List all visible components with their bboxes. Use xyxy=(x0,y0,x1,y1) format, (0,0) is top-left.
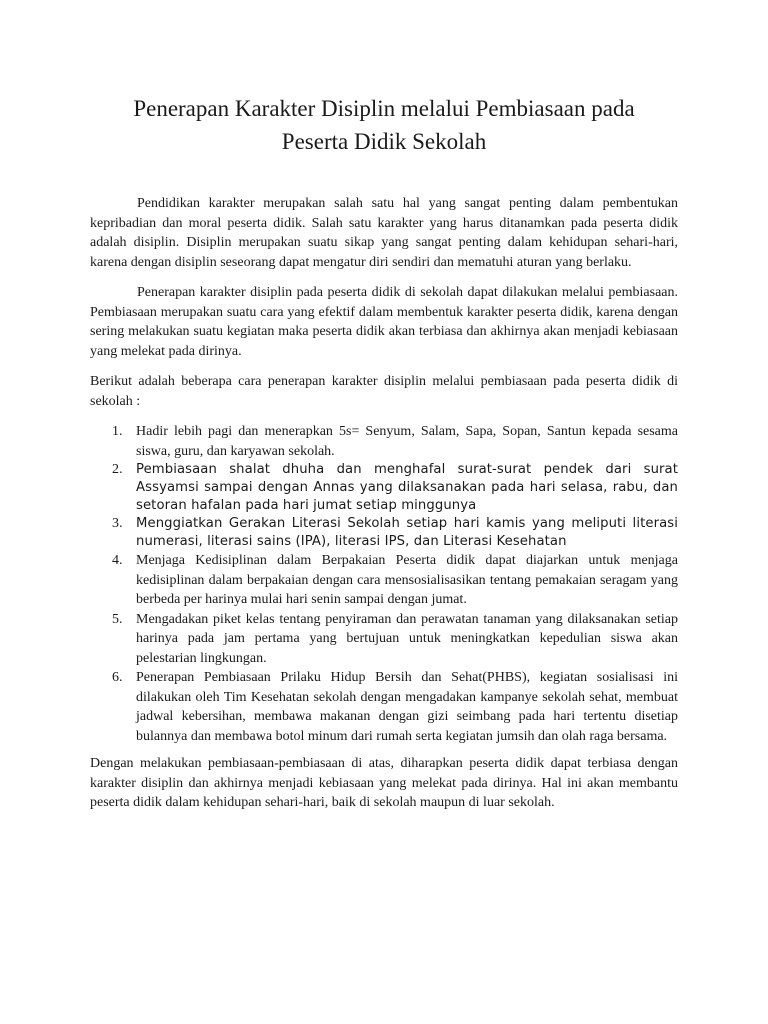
list-item-text: Hadir lebih pagi dan menerapkan 5s= Senyum, Salam, Sapa, Sopan, Santun kepada sesama siswa, guru, dan karyawan sekolah. xyxy=(136,424,678,459)
list-number: 4. xyxy=(112,553,123,568)
list-item xyxy=(90,610,678,669)
numbered-list xyxy=(90,422,678,746)
paragraph-list-intro: Berikut adalah beberapa cara penerapan karakter disiplin melalui pembiasaan pada peserta didik di sekolah : xyxy=(90,374,678,409)
list-number: 3. xyxy=(112,516,123,531)
list-item-text: Penerapan Pembiasaan Prilaku Hidup Bersih dan Sehat(PHBS), kegiatan sosialisasi ini dilakukan oleh Tim Kesehatan sekolah dengan mengadakan kampanye sekolah sehat, membuat jadwal kebersihan, membawa makanan dengan gizi seimbang pada hari tertentu disetiap bulannya dan membawa botol minum dari rumah serta kegiatan jumsih dan olah raga bersama. xyxy=(136,670,678,744)
list-item xyxy=(90,461,678,515)
list-number: 5. xyxy=(112,611,123,627)
title-line-2: Peserta Didik Sekolah xyxy=(281,129,487,154)
paragraph-habituation: Penerapan karakter disiplin pada peserta didik di sekolah dapat dilakukan melalui pembiasaan. Pembiasaan merupakan suatu cara yang efektif dalam membentuk karakter peserta didik, karena dengan sering melakukan suatu kegiatan maka peserta didik akan terbiasa dan akhirnya akan menjadi kebiasaan yang melekat pada dirinya. xyxy=(90,285,678,359)
list-number: 2. xyxy=(112,462,123,477)
list-item-text: Mengadakan piket kelas tentang penyiraman dan perawatan tanaman yang dilaksanakan setiap harinya pada jam pertama yang bertujuan untuk meningkatkan kepedulian siswa akan pelestarian lingkungan. xyxy=(136,611,678,666)
paragraph-conclusion: Dengan melakukan pembiasaan-pembiasaan di atas, diharapkan peserta didik dapat terbiasa dengan karakter disiplin dan akhirnya menjadi kebiasaan yang melekat pada dirinya. Hal ini akan membantu peserta didik dalam kehidupan sehari-hari, baik di sekolah maupun di luar sekolah. xyxy=(90,756,678,810)
list-item-text: Pembiasaan shalat dhuha dan menghafal surat-surat pendek dari surat Assyamsi sampai dengan Annas yang dilaksanakan pada hari selasa, rabu, dan setoran hafalan pada hari jumat setiap minggunya xyxy=(136,462,678,513)
list-item xyxy=(90,668,678,746)
list-number: 6. xyxy=(112,670,123,685)
document-title xyxy=(90,92,678,158)
list-item-text: Menjaga Kedisiplinan dalam Berpakaian Peserta didik dapat diajarkan untuk menjaga kedisiplinan dalam berpakaian dengan cara mensosialisasikan tentang pemakaian seragam yang berbeda per harinya mulai hari senin sampai dengan jumat. xyxy=(136,553,678,607)
title-line-1: Penerapan Karakter Disiplin melalui Pembiasaan pada xyxy=(133,96,635,121)
list-item xyxy=(90,422,678,461)
list-number: 1. xyxy=(112,424,123,439)
list-item xyxy=(90,515,678,551)
paragraph-intro-character: Pendidikan karakter merupakan salah satu hal yang sangat penting dalam pembentukan kepribadian dan moral peserta didik. Salah satu karakter yang harus ditanamkan pada peserta didik adalah disiplin. Disiplin merupakan suatu sikap yang sangat penting dalam kehidupan sehari-hari, karena dengan disiplin seseorang dapat mengatur diri sendiri dan mematuhi aturan yang berlaku. xyxy=(90,196,678,270)
list-item-text: Menggiatkan Gerakan Literasi Sekolah setiap hari kamis yang meliputi literasi numerasi, literasi sains (IPA), literasi IPS, dan Literasi Kesehatan xyxy=(136,516,678,549)
list-item xyxy=(90,551,678,610)
